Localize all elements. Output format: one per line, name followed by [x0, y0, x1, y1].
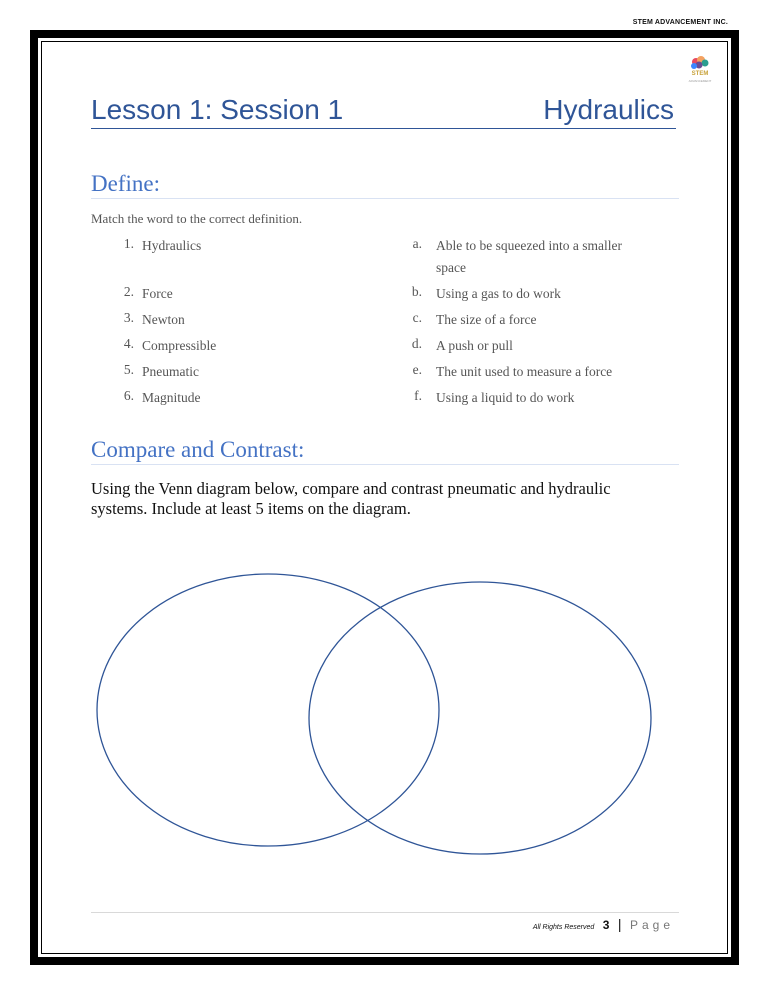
definition-letter: b.: [411, 284, 422, 299]
define-heading: Define:: [91, 170, 679, 199]
venn-right-circle[interactable]: [309, 582, 651, 854]
definition-text: Using a liquid to do work: [436, 390, 575, 405]
definition-letter: c.: [412, 310, 422, 325]
define-instruction: Match the word to the correct definition.: [91, 211, 303, 226]
definition-letter: f.: [414, 388, 422, 403]
footer-divider: [91, 912, 679, 913]
term-word: Compressible: [142, 338, 217, 353]
definition-text: A push or pull: [436, 338, 513, 353]
topic-title: Hydraulics: [543, 94, 674, 125]
rights-text: All Rights Reserved: [532, 924, 595, 931]
term-word: Hydraulics: [142, 238, 202, 253]
definition-text-continued: space: [436, 260, 466, 275]
term-number: 2.: [123, 284, 134, 299]
term-number: 5.: [123, 362, 134, 377]
term-word: Magnitude: [142, 390, 201, 405]
definition-text: The unit used to measure a force: [436, 364, 613, 379]
compare-instruction: Using the Venn diagram below, compare and contrast pneumatic and hydraulic systems. Include at least 5 items on the diagram.: [91, 479, 611, 518]
definition-text: The size of a force: [436, 312, 537, 327]
term-word: Pneumatic: [142, 364, 199, 379]
compare-heading: Compare and Contrast:: [91, 436, 679, 465]
definition-letter: e.: [412, 362, 422, 377]
page-number: 3: [602, 918, 610, 932]
logo-subtext: ADVANCEMENT: [688, 79, 712, 83]
term-number: 1.: [123, 236, 134, 251]
footer-separator: |: [617, 916, 622, 932]
definition-text: Using a gas to do work: [436, 286, 561, 301]
page-label: Page: [629, 918, 674, 932]
logo-text: STEM: [691, 71, 709, 77]
venn-left-circle[interactable]: [97, 574, 439, 846]
lesson-title: Lesson 1: Session 1: [91, 94, 344, 125]
term-number: 3.: [123, 310, 134, 325]
term-word: Force: [142, 286, 173, 301]
definition-letter: d.: [411, 336, 422, 351]
term-number: 6.: [123, 388, 134, 403]
definition-letter: a.: [412, 236, 422, 251]
page-footer: [533, 916, 674, 934]
term-number: 4.: [123, 336, 134, 351]
term-word: Newton: [142, 312, 185, 327]
company-name: STEM ADVANCEMENT INC.: [632, 19, 728, 26]
definition-text: Able to be squeezed into a smaller: [436, 238, 622, 253]
